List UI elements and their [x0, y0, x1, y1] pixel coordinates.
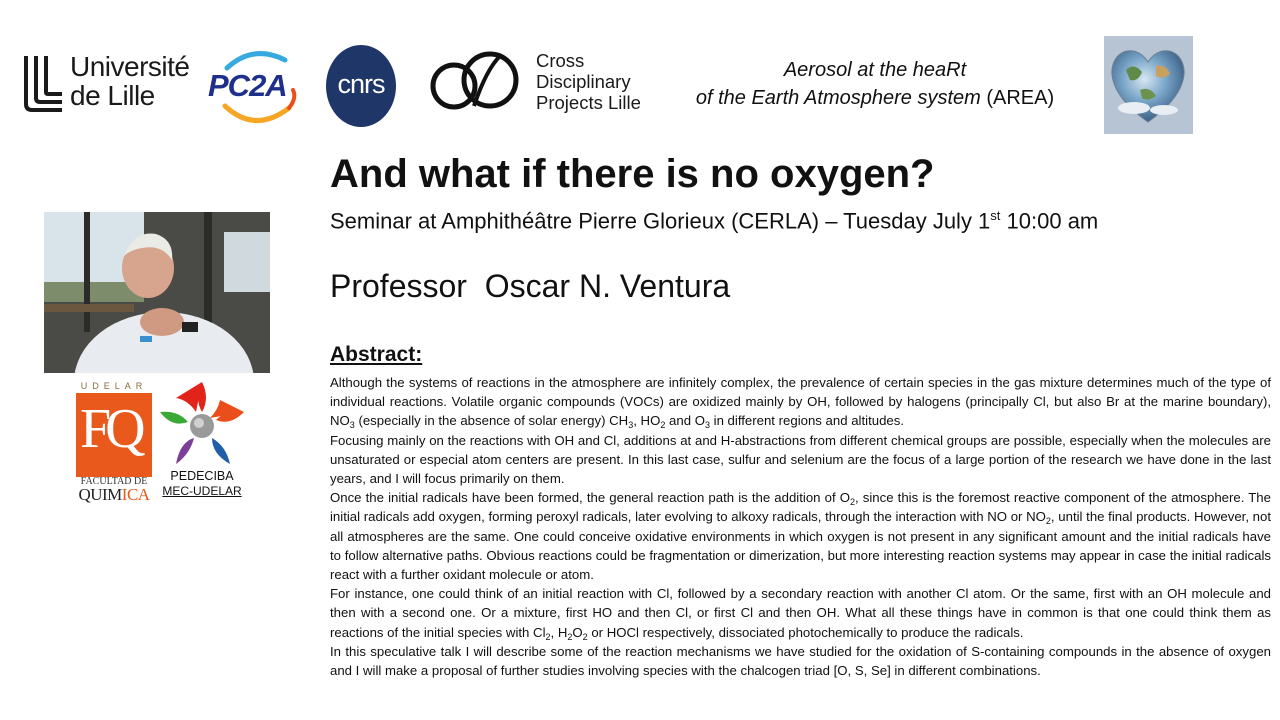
abstract-body [330, 373, 1271, 680]
abstract-paragraph-4: For instance, one could think of an initial reaction with Cl, followed by a secondary reaction with another Cl atom. Or the same, first with an OH molecule and then with a second one. Or a mixture, first HO and then Cl, or first Cl and then OH. What all these things have in common is that one could think them as reactions of the initial species with $Cl_2$, $H_2O_2$ or HOCl respectively, dissociated photochemically to produce the radicals. [330, 586, 1271, 642]
facultad-quimica-logo: UDELAR FQ FACULTAD DE QUIMICA [74, 381, 154, 505]
abstract-paragraph-5: In this speculative talk I will describe some of the reaction mechanisms we have studied for the oxidation of S-containing compounds in the absence of oxygen and I will make a proposal of further studies involving species with the chalcogen triad [O, S, Se] in different combinations. [330, 643, 1271, 679]
abstract-heading: Abstract: [330, 343, 423, 366]
seminar-subtitle: Seminar at Amphithéâtre Pierre Glorieux (CERLA) – Tuesday July 1st 10:00 am [330, 208, 1099, 234]
pedeciba-logo: PEDECIBA MEC-UDELAR [156, 378, 248, 508]
cnrs-logo [326, 45, 398, 127]
speaker-name: Professor Oscar N. Ventura [330, 268, 731, 304]
ulille-text: Université de Lille [70, 51, 190, 111]
area-project-title: Aerosol at the heaRt of the Earth Atmosphere system (AREA) [695, 59, 1055, 109]
pc2a-logo [205, 46, 309, 126]
abstract-paragraph-2: Focusing mainly on the reactions with OH and Cl, additions at and H-abstractions from different chemical groups are possible, especially when the molecules are unsaturated or especial atom centers are present. In this last case, sulfur and selenium are the focus of a large portion of the research we have done in the last years, and I will focus primarily on them. [330, 432, 1271, 487]
pedeciba-star-icon [156, 378, 248, 468]
cnrs-text: cnrs [337, 69, 385, 99]
cdp-text: Cross Disciplinary Projects Lille [536, 50, 641, 113]
universite-de-lille-logo [22, 52, 192, 114]
speaker-photo [44, 212, 270, 373]
cross-disciplinary-logo [430, 48, 660, 118]
abstract-paragraph-1: Although the systems of reactions in the atmosphere are infinitely complex, the prevalence of certain species in the gas mixture determines much of the type of individual reactions. Volatile organic compounds (VOCs) are oxidized mainly by OH, followed by halogens (principally Cl, but also Br at the marine boundary), $NO_3$ (especially in the absence of solar energy) $CH_3$, $HO_2$ and $O_3$ in different regions and altitudes. [330, 375, 1271, 431]
lille-mark-icon [22, 54, 64, 112]
abstract-paragraph-3: Once the initial radicals have been formed, the general reaction path is the addition of $O_2$, since this is the foremost reactive component of the atmosphere. The initial radicals add oxygen, forming peroxyl radicals, later evolving to alkoxy radicals, through the interaction with NO or $NO_2$, until the final products. However, not all atmospheres are the same. One could conceive oxidative environments in which oxygen is not present in any significant amount and the initial radicals have to follow alternative paths. Obvious reactions could be fragmentation or dimerization, but more interesting reaction systems may appear in case the initial radicals react with a further oxidant molecule or atom. [330, 490, 1272, 583]
earth-heart-image [1104, 36, 1193, 134]
cdp-circles-icon [430, 50, 524, 114]
pc2a-text: PC2A [208, 68, 287, 103]
seminar-title: And what if there is no oxygen? [330, 152, 935, 196]
